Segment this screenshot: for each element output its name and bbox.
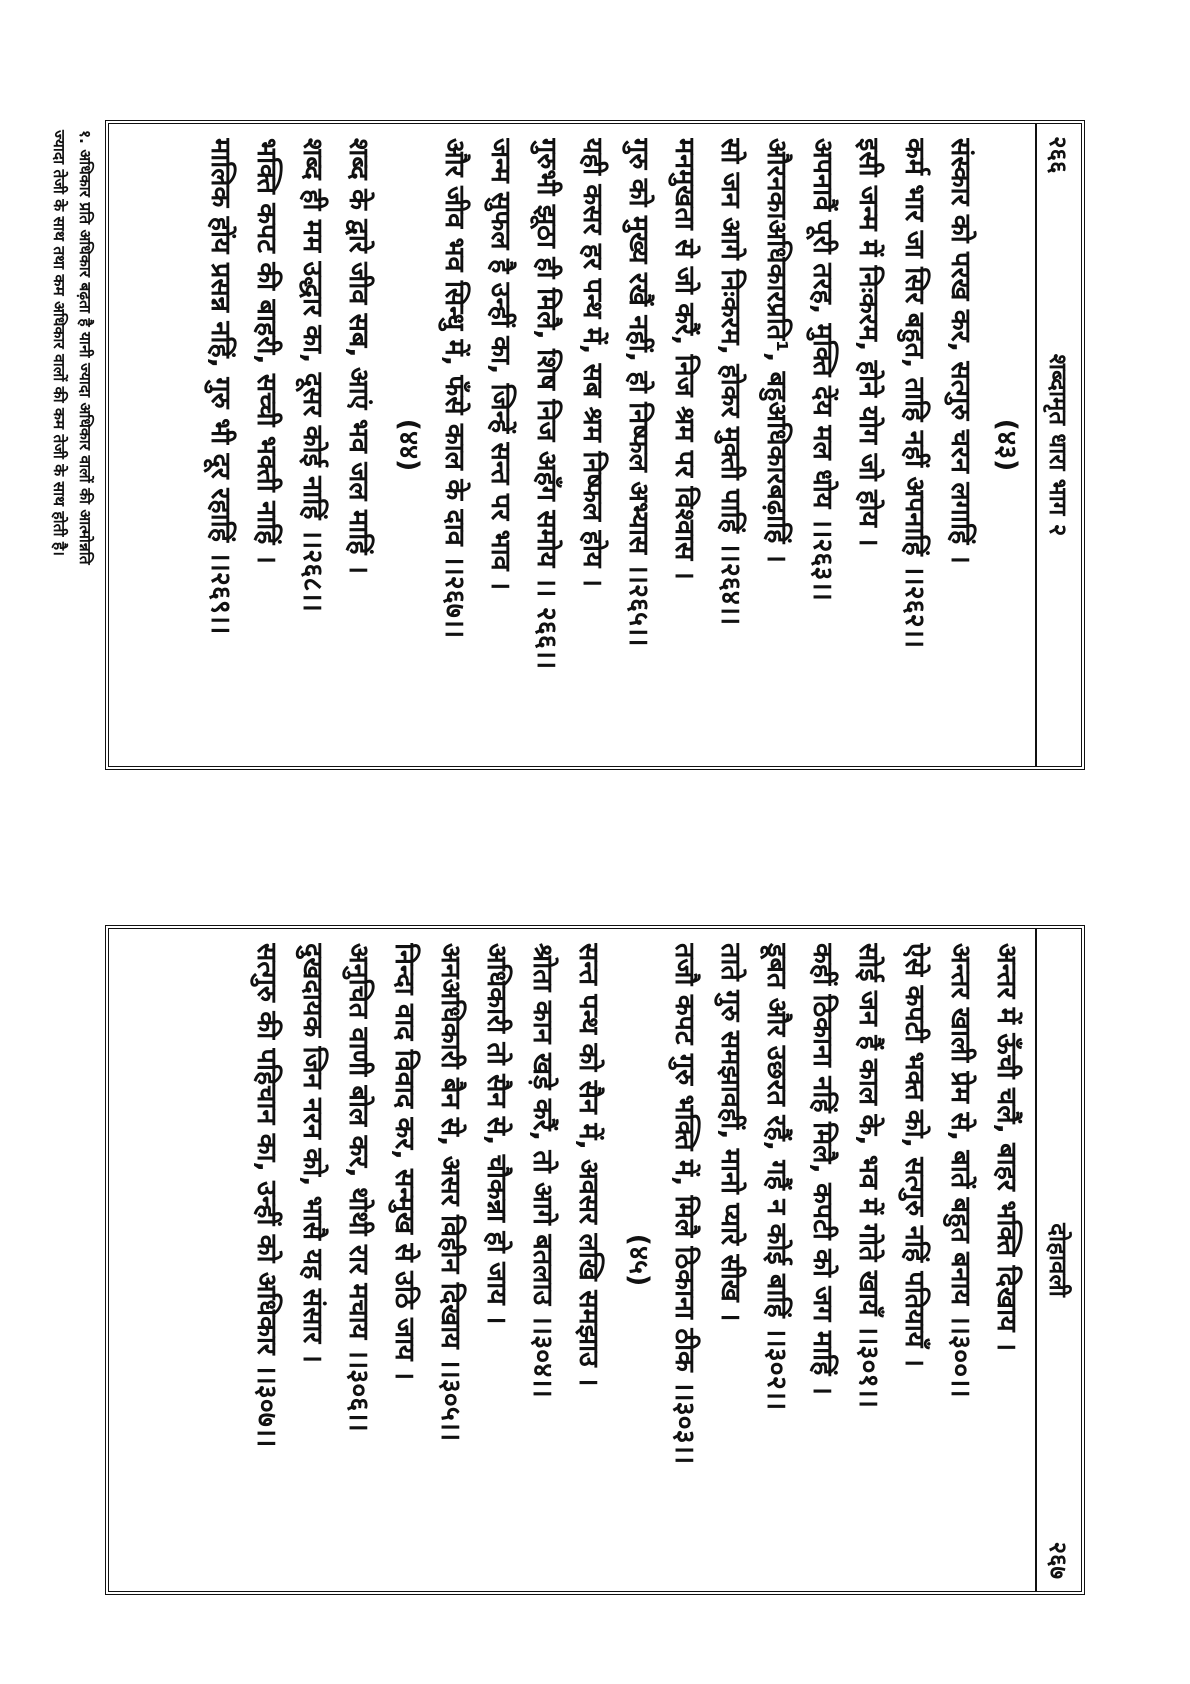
page-number: २६६ xyxy=(1044,136,1072,174)
footnote-line: १. अधिकार प्रति अधिकार बढ़ता है यानी ज्यादा अधिकार वालों की आत्मोन्नति xyxy=(76,130,94,565)
verse-line: अधिकारी तो सैन से, चौकन्ना हो जाय । xyxy=(481,943,512,1325)
verse-line: सत्गुरु की पहिचान का, उन्हीं को अधिकार ।।३०७।। xyxy=(251,943,282,1448)
verse-line: ताते गुरु समझावहीं, मानो प्यारे सीख । xyxy=(715,943,746,1322)
verse-line: इसी जन्म में निःकरम, होने योग जो होय । xyxy=(853,138,884,547)
verse-line: डूबत और उछरत रहैं, गहैं न कोई बाहिं ।।३०२।। xyxy=(761,943,792,1411)
verse-line: सो जन आगे निःकरम, होकर मुक्ती पाहिं ।।२६४।। xyxy=(715,138,746,626)
verse-line: कहीं ठिकाना नहिं मिलै, कपटी को जग माहिं । xyxy=(807,943,838,1396)
verse-line: श्रोता कान खड़े करैं, तो आगे बतलाउ ।।३०४।। xyxy=(527,943,558,1398)
verse-line: यही कसर हर पन्थ में, सब श्रम निष्फल होय । xyxy=(577,138,608,588)
footnote xyxy=(46,130,98,565)
verse-line: तजौ कपट गुरु भक्ति में, मिलै ठिकाना ठीक ।।३०३।। xyxy=(669,943,700,1465)
section-number: (४४) xyxy=(393,418,424,472)
left-page xyxy=(95,110,1085,770)
verse-line: जन्म सुफल है उन्हीं का, जिन्हें सन्त पर भाव । xyxy=(485,138,516,591)
verse-line: और जीव भव सिन्धु में, फँसे काल के दाव ।।२६७।। xyxy=(439,138,470,639)
verse-line: शब्द के द्वारे जीव सब, आएं भव जल माहिं । xyxy=(343,138,374,575)
right-page xyxy=(95,915,1085,1595)
verse-line: शब्द ही मम उद्धार का, दूसर कोई नाहिं ।।२६८।। xyxy=(297,138,328,612)
verse-line: सोई जन हैं काल के, भव में गोते खायँ ।।३०१।। xyxy=(853,943,884,1408)
verse-line: निन्दा वाद विवाद कर, सन्मुख से उठि जाय । xyxy=(389,943,420,1381)
section-number: (४३) xyxy=(991,418,1022,472)
page-number: २६७ xyxy=(1044,1541,1072,1579)
running-title: शब्दामृत धारा भाग २ xyxy=(1044,353,1072,537)
verse-line: औरनकाअधिकारप्रति¹, बहुअधिकारबढ़ाहिं । xyxy=(761,138,792,563)
verse-line: भक्ति कपट की बाहरी, सच्ची भक्ती नाहिं । xyxy=(251,138,282,565)
verse-line: अनुचित वाणी बोल कर, थोथी रार मचाय ।।३०६।। xyxy=(343,943,374,1432)
verse-line: अपनावैं पूरी तरह, मुक्ति देंय मल धोय ।।२६३।। xyxy=(807,138,838,601)
verse-line: ऐसे कपटी भक्त को, सत्गुरु नहिं पतियायँ । xyxy=(899,943,930,1368)
verse-line: मनमुखता से जो करैं, निज श्रम पर विश्वास । xyxy=(669,138,700,580)
verse-line: कर्म भार जा सिर बहुत, ताहि नहीं अपनाहिं ।।२६२।। xyxy=(899,138,930,649)
left-page-header xyxy=(1035,124,1081,766)
section-number: (४५) xyxy=(623,1233,654,1287)
verse-line: अन्तर खाली प्रेम से, बातें बहुत बनाय ।।३००।। xyxy=(945,943,976,1398)
verse-line: सन्त पन्थ को सैन में, अवसर लखि समझाउ । xyxy=(573,943,604,1387)
left-page-frame xyxy=(105,120,1085,770)
footnote-line: ज्यादा तेजी के साथ तथा कम अधिकार वालों की कम तेजी के साथ होती है। xyxy=(50,130,68,556)
verse-line: दुखदायक जिन नरन को, भासै यह संसार । xyxy=(297,943,328,1363)
right-page-frame xyxy=(105,925,1085,1595)
verse-line: गुरु को मुख्य रखैं नहीं, हो निष्फल अभ्यास ।।२६५।। xyxy=(623,138,654,647)
right-page-header xyxy=(1035,929,1081,1591)
running-title: दोहावली xyxy=(1044,1223,1072,1297)
verse-line: अनअधिकारी बैन से, असर विहीन दिखाय ।।३०५।। xyxy=(435,943,466,1442)
verse-line: गुरुभी झूठा ही मिलै, शिष निज अहँग समोय ।। २६६।। xyxy=(531,138,562,670)
verse-line: संस्कार को परख कर, सत्गुरु चरन लगाहिं । xyxy=(945,138,976,564)
verse-line: अन्तर में ऊँची चलैं, बाहर भक्ति दिखाय । xyxy=(991,943,1022,1352)
verse-line: मालिक होंय प्रसन्न नहिं, गुरु भी दूर रहाहिं ।।२६९।। xyxy=(205,138,236,635)
